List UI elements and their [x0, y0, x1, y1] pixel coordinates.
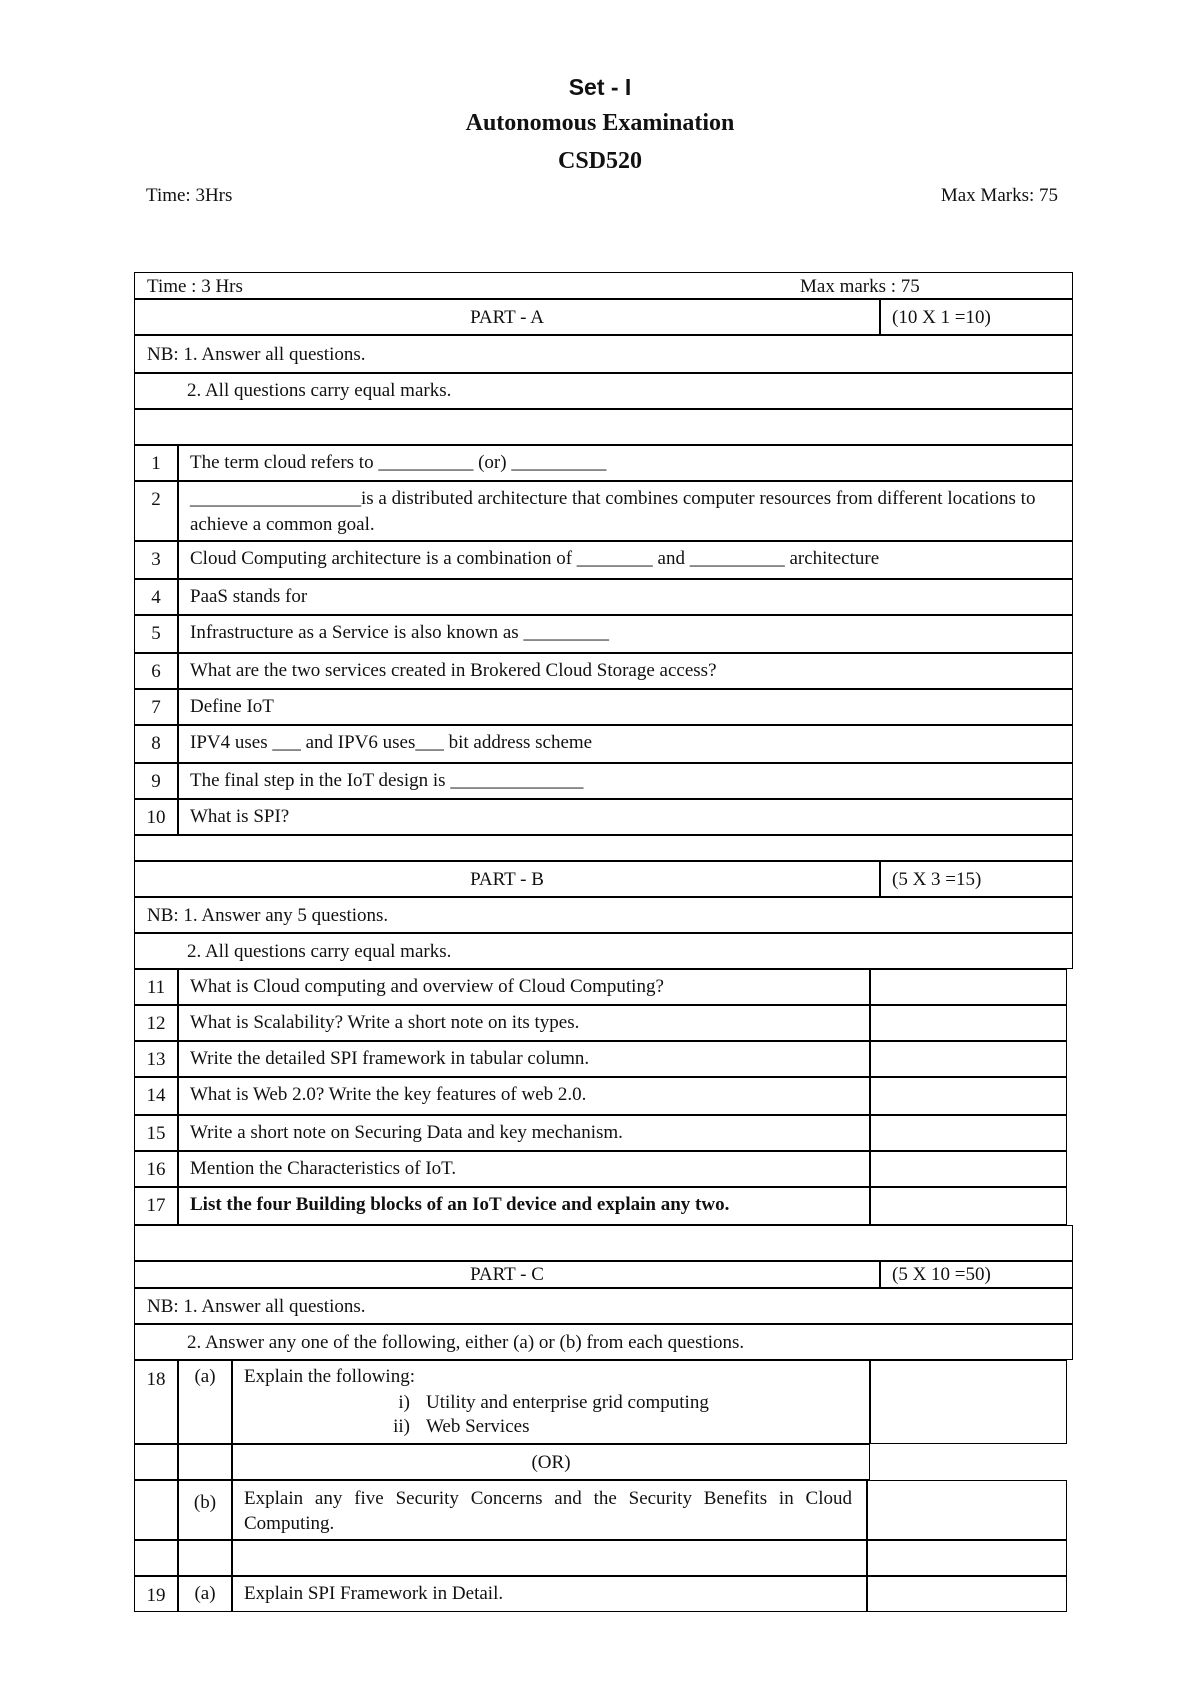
- part-c-blank-number-cell: [134, 1444, 178, 1480]
- part-b-marks-cell: [870, 969, 1067, 1005]
- question-number: 8: [151, 733, 161, 754]
- question-text: What is Cloud computing and overview of Cloud Computing?: [190, 976, 664, 997]
- part-b-marks-cell: [870, 1187, 1067, 1225]
- part-c-nb1: NB: 1. Answer all questions.: [147, 1296, 366, 1317]
- question-number: 10: [146, 807, 166, 828]
- question-text: What is Web 2.0? Write the key features of web 2.0.: [190, 1084, 587, 1105]
- question-text: What is Scalability? Write a short note on its types.: [190, 1012, 580, 1033]
- part-b-marks-cell: [870, 1005, 1067, 1041]
- sub-label-a: (a): [194, 1583, 216, 1604]
- question-text: List the four Building blocks of an IoT device and explain any two.: [190, 1194, 730, 1215]
- part-a-title: PART - A: [470, 307, 544, 328]
- question-text: Mention the Characteristics of IoT.: [190, 1158, 457, 1179]
- question-number: 5: [151, 623, 161, 644]
- list-item-text: Utility and enterprise grid computing: [426, 1392, 709, 1413]
- sub-label-b: (b): [193, 1492, 217, 1513]
- list-number: ii): [393, 1416, 410, 1437]
- question-number: 15: [146, 1123, 166, 1144]
- question-text: Write the detailed SPI framework in tabular column.: [190, 1048, 590, 1069]
- question-number: 11: [146, 977, 166, 998]
- question-number: 18: [146, 1369, 166, 1390]
- question-number: 3: [151, 549, 161, 570]
- question-text: What are the two services created in Brokered Cloud Storage access?: [190, 660, 717, 681]
- part-c-blank-sub-cell: [178, 1444, 232, 1480]
- exam-time: Time: 3Hrs: [146, 185, 233, 206]
- part-c-marks-cell: [867, 1480, 1067, 1540]
- sub-label-a: (a): [194, 1366, 216, 1387]
- course-code: CSD520: [557, 148, 642, 174]
- question-number: 6: [151, 661, 161, 682]
- question-number: 9: [151, 771, 161, 792]
- part-b-title: PART - B: [470, 869, 544, 890]
- question-number: 19: [146, 1585, 166, 1606]
- table-time-row: [134, 272, 1073, 299]
- list-number: i): [398, 1392, 410, 1413]
- part-b-marks-cell: [870, 1041, 1067, 1077]
- part-a-trailing-blank-row: [134, 835, 1073, 861]
- question-text: The final step in the IoT design is ______________: [190, 770, 584, 791]
- question-text: Explain SPI Framework in Detail.: [244, 1583, 504, 1604]
- question-number: 17: [146, 1195, 166, 1216]
- question-number: 4: [151, 587, 161, 608]
- part-c-marks-cell: [867, 1576, 1067, 1612]
- question-number: 13: [146, 1049, 166, 1070]
- question-text: PaaS stands for: [190, 586, 308, 607]
- part-c-marks: (5 X 10 =50): [892, 1264, 991, 1285]
- question-text: Cloud Computing architecture is a combination of ________ and __________ architecture: [190, 548, 880, 569]
- part-a-nb1: NB: 1. Answer all questions.: [147, 344, 366, 365]
- part-a-marks: (10 X 1 =10): [892, 307, 991, 328]
- part-b-marks: (5 X 3 =15): [892, 869, 982, 890]
- set-label: Set - I: [568, 74, 632, 100]
- part-b-nb1: NB: 1. Answer any 5 questions.: [147, 905, 389, 926]
- part-c-nb2: 2. Answer any one of the following, either (a) or (b) from each questions.: [187, 1332, 745, 1353]
- part-c-blank-sub-cell: [178, 1540, 232, 1576]
- question-number: 14: [146, 1085, 166, 1106]
- part-c-marks-cell: [870, 1360, 1067, 1444]
- question-text: Explain the following:: [244, 1366, 415, 1387]
- question-text: Infrastructure as a Service is also known as _________: [190, 622, 609, 643]
- part-c-title: PART - C: [470, 1264, 544, 1285]
- table-time-label: Time : 3 Hrs: [147, 276, 243, 297]
- part-b-trailing-blank-row: [134, 1225, 1073, 1261]
- question-text: What is SPI?: [190, 806, 290, 827]
- part-c-blank-number-cell: [134, 1480, 178, 1540]
- part-b-nb2: 2. All questions carry equal marks.: [187, 941, 452, 962]
- part-b-marks-cell: [870, 1077, 1067, 1115]
- list-item-text: Web Services: [426, 1416, 530, 1437]
- part-c-blank-question-cell: [232, 1540, 867, 1576]
- table-max-marks-label: Max marks : 75: [800, 276, 920, 297]
- or-label: (OR): [531, 1452, 571, 1473]
- part-b-marks-cell: [870, 1115, 1067, 1151]
- part-c-blank-marks-cell: [867, 1540, 1067, 1576]
- question-number: 7: [151, 697, 161, 718]
- question-text: IPV4 uses ___ and IPV6 uses___ bit address scheme: [190, 732, 593, 753]
- part-a-blank-row: [134, 409, 1073, 445]
- part-c-blank-number-cell: [134, 1540, 178, 1576]
- exam-max-marks: Max Marks: 75: [940, 185, 1058, 206]
- question-text: __________________is a distributed architecture that combines computer resources from different locations to achieve a common goal.: [190, 488, 1036, 535]
- question-text: The term cloud refers to __________ (or) __________: [190, 452, 607, 473]
- question-text: Define IoT: [190, 696, 274, 717]
- question-text: Explain any five Security Concerns and the Security Benefits in Cloud Computing.: [244, 1488, 852, 1534]
- exam-title: Autonomous Examination: [465, 110, 735, 136]
- question-number: 16: [146, 1159, 166, 1180]
- part-b-marks-cell: [870, 1151, 1067, 1187]
- question-text: Write a short note on Securing Data and key mechanism.: [190, 1122, 623, 1143]
- question-number: 12: [146, 1013, 166, 1034]
- part-a-nb2: 2. All questions carry equal marks.: [187, 380, 452, 401]
- question-number: 1: [151, 453, 161, 474]
- question-number: 2: [151, 489, 161, 510]
